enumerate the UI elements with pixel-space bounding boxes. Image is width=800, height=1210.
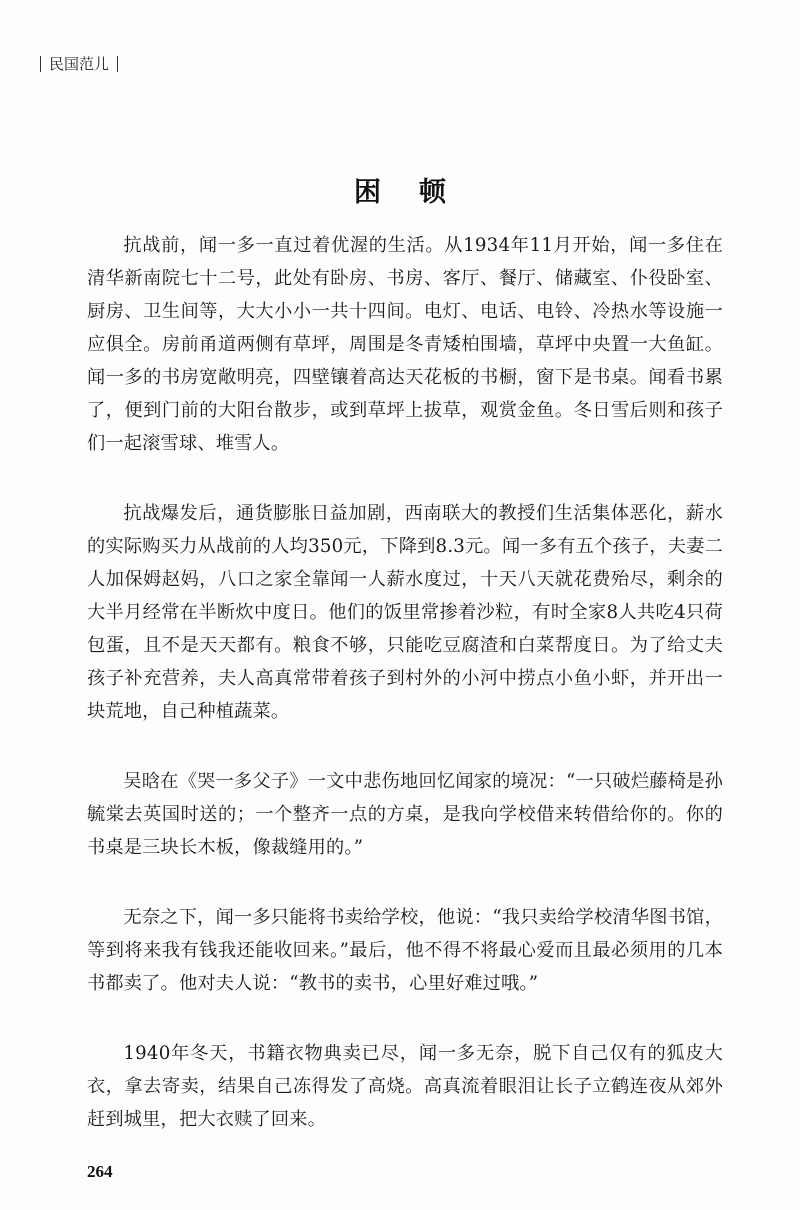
paragraph-2: 抗战爆发后，通货膨胀日益加剧，西南联大的教授们生活集体恶化，薪水的实际购买力从战前的人均350元，下降到8.3元。闻一多有五个孩子，夫妻二人加保姆赵妈，八口之家全靠闻一人薪水度过，十天八天就花费殆尽，剩余的大半月经常在半断炊中度日。他们的饭里常掺着沙粒，有时全家8人共吃4只荷包蛋，且不是天天都有。粮食不够，只能吃豆腐渣和白菜帮度日。为了给丈夫孩子补充营养，夫人高真常带着孩子到村外的小河中捞点小鱼小虾，并开出一块荒地，自己种植蔬菜。	[87, 503, 723, 722]
paragraph-4: 无奈之下，闻一多只能将书卖给学校，他说：“我只卖给学校清华图书馆，等到将来我有钱我还能收回来。”最后，他不得不将最心爱而且最必须用的几本书都卖了。他对夫人说：“教书的卖书，心里好难过哦。”	[87, 907, 723, 994]
chapter-title: 困顿	[354, 177, 484, 208]
page-number: 264	[87, 1162, 113, 1181]
running-head	[40, 53, 118, 74]
body-text	[87, 229, 723, 1173]
paragraph-1: 抗战前，闻一多一直过着优渥的生活。从1934年11月开始，闻一多住在清华新南院七十二号，此处有卧房、书房、客厅、餐厅、储藏室、仆役卧室、厨房、卫生间等，大大小小一共十四间。电灯、电话、电铃、冷热水等设施一应俱全。房前甬道两侧有草坪，周围是冬青矮柏围墙，草坪中央置一大鱼缸。闻一多的书房宽敞明亮，四壁镶着高达天花板的书橱，窗下是书桌。闻看书累了，便到门前的大阳台散步，或到草坪上拔草，观赏金鱼。冬日雪后则和孩子们一起滚雪球、堆雪人。	[87, 235, 723, 454]
paragraph-3: 吴晗在《哭一多父子》一文中悲伤地回忆闻家的境况：“一只破烂藤椅是孙毓棠去英国时送的；一个整齐一点的方桌，是我向学校借来转借给你的。你的书桌是三块长木板，像裁缝用的。”	[87, 771, 723, 858]
running-head-right-rule	[117, 56, 118, 72]
running-head-text: 民国范儿	[49, 55, 110, 73]
paragraph-5: 1940年冬天，书籍衣物典卖已尽，闻一多无奈，脱下自己仅有的狐皮大衣，拿去寄卖，结果自己冻得发了高烧。高真流着眼泪让长子立鹤连夜从郊外赶到城里，把大衣赎了回来。	[87, 1043, 723, 1130]
running-head-left-rule	[40, 56, 41, 72]
